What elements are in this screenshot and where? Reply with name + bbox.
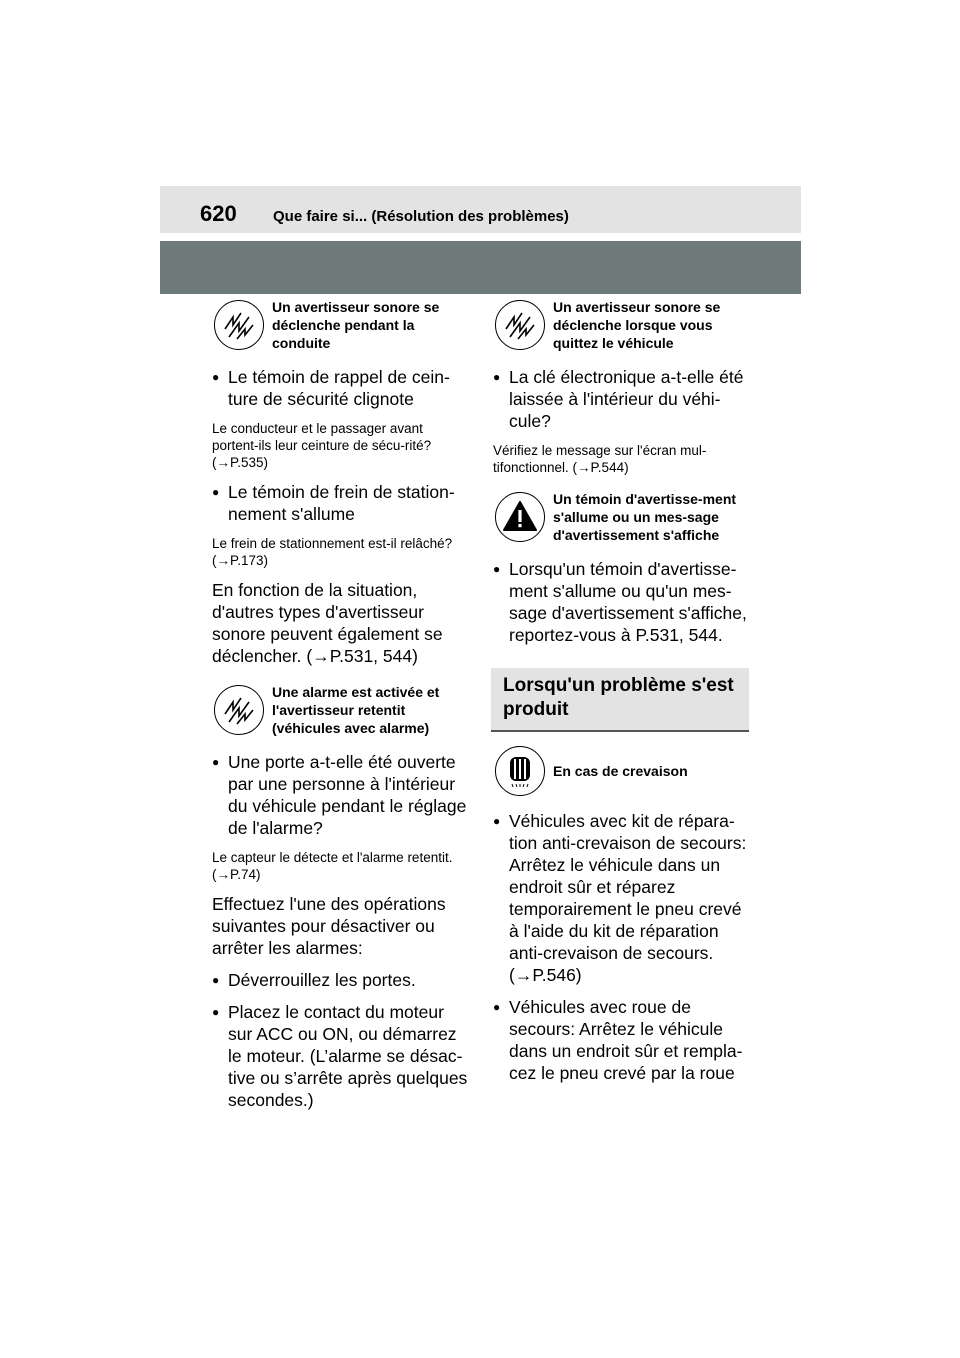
note-text: Le frein de stationnement est-il relâché? (→P.173) xyxy=(212,536,453,568)
page-title: Que faire si... (Résolution des problèmes) xyxy=(273,208,569,225)
warning-triangle-icon xyxy=(495,492,545,542)
list-item: ● La clé électronique a-t-elle été laissée à l'intérieur du véhi-cule? xyxy=(493,367,744,431)
section-color-band xyxy=(160,241,801,294)
list-item: ● Lorsqu'un témoin d'avertisse-ment s'allume ou qu'un mes-sage d'avertissement s'affiche, reportez-vous à P.531, 544. xyxy=(493,559,747,645)
icon-heading-label: En cas de crevaison xyxy=(553,763,688,779)
list-item: ● Véhicules avec roue de secours: Arrêtez le véhicule dans un endroit sûr et rempla-cez le pneu crevé par la roue xyxy=(493,997,743,1083)
left-column xyxy=(212,298,468,1121)
list-item: ● Une porte a-t-elle été ouverte par une personne à l'intérieur du véhicule pendant le réglage de l'alarme? xyxy=(212,752,467,838)
icon-heading-warning-light xyxy=(493,490,755,544)
note-text: Vérifiez le message sur l'écran mul-tifonctionnel. (→P.544) xyxy=(493,443,707,475)
bullet-icon: ● xyxy=(212,1005,220,1019)
flat-tire-icon xyxy=(495,746,545,796)
paragraph: En fonction de la situation, d'autres types d'avertisseur sonore peuvent également se déclencher. (→P.531, 544) xyxy=(212,580,443,666)
list-item: ● Déverrouillez les portes. xyxy=(212,970,416,990)
list-item: ● Véhicules avec kit de répara-tion anti-crevaison de secours: Arrêtez le véhicule dans un endroit sûr et réparez temporairement le pneu crevé à l'aide du kit de réparation anti-crevaison de secours. (→P.546) xyxy=(493,811,747,985)
bullet-icon: ● xyxy=(493,814,501,828)
paragraph: Effectuez l'une des opérations suivantes pour désactiver ou arrêter les alarmes: xyxy=(212,894,446,958)
bullet-icon: ● xyxy=(493,1000,501,1014)
right-column xyxy=(493,298,755,1094)
bullet-icon: ● xyxy=(212,973,220,987)
bullet-icon: ● xyxy=(212,370,220,384)
bullet-icon: ● xyxy=(493,370,501,384)
bullet-icon: ● xyxy=(493,562,501,576)
page-number: 620 xyxy=(200,201,237,226)
icon-heading-buzzer-driving xyxy=(212,298,468,352)
icon-heading-label: Un témoin d'avertisse-ment s'allume ou un mes-sage d'avertissement s'affiche xyxy=(553,491,737,543)
icon-heading-flat-tire xyxy=(493,746,755,796)
list-item: ● Placez le contact du moteur sur ACC ou ON, ou démarrez le moteur. (L’alarme se désac-tive ou s’arrête après quelques secondes.) xyxy=(212,1002,468,1110)
bullet-icon: ● xyxy=(212,485,220,499)
warning-buzzer-icon xyxy=(214,685,264,735)
icon-heading-buzzer-leaving xyxy=(493,298,755,352)
list-item: ● Le témoin de rappel de cein-ture de sécurité clignote xyxy=(212,367,450,409)
icon-heading-label: Une alarme est activée et l'avertisseur retentit (véhicules avec alarme) xyxy=(272,684,440,736)
list-item: ● Le témoin de frein de station-nement s'allume xyxy=(212,482,455,524)
warning-buzzer-icon xyxy=(495,300,545,350)
section-heading: Lorsqu'un problème s'est produit xyxy=(491,668,749,732)
icon-heading-label: Un avertisseur sonore se déclenche pendant la conduite xyxy=(272,299,440,351)
icon-heading-label: Un avertisseur sonore se déclenche lorsque vous quittez le véhicule xyxy=(553,299,721,351)
note-text: Le capteur le détecte et l'alarme retentit. (→P.74) xyxy=(212,850,453,882)
note-text: Le conducteur et le passager avant portent-ils leur ceinture de sécu-rité? (→P.535) xyxy=(212,421,432,470)
icon-heading-alarm xyxy=(212,683,468,737)
warning-buzzer-icon xyxy=(214,300,264,350)
bullet-icon: ● xyxy=(212,755,220,769)
